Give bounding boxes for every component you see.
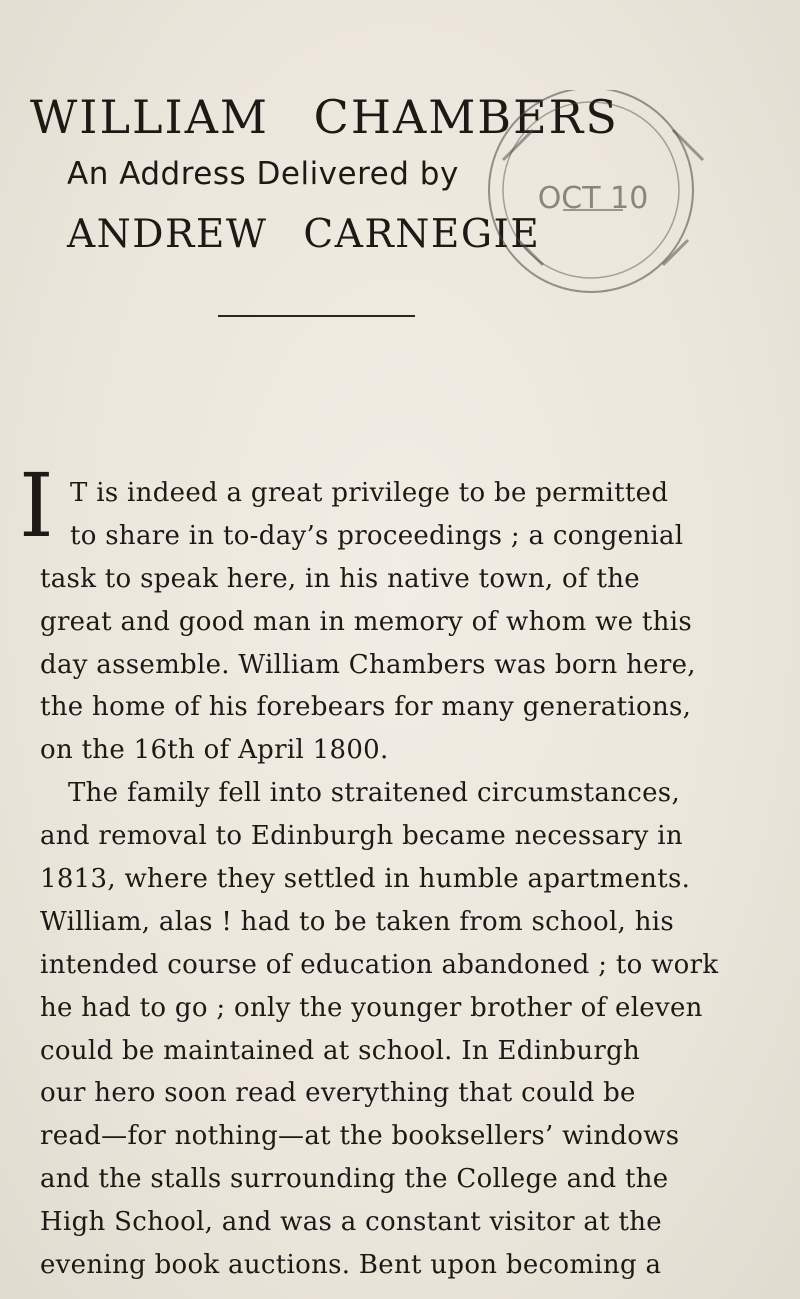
text-line: he had to go ; only the younger brother of eleven <box>40 993 703 1023</box>
text-line: The family fell into straitened circumstances, <box>68 778 681 808</box>
text-line: the home of his forebears for many generations, <box>40 692 692 722</box>
stamp-date: OCT 10 <box>537 181 649 216</box>
text-line: task to speak here, in his native town, of the <box>40 564 640 594</box>
text-line: High School, and was a constant visitor at the <box>40 1207 662 1237</box>
subtitle: An Address Delivered by <box>67 156 459 192</box>
text-line: and removal to Edinburgh became necessary in <box>40 821 683 851</box>
text-line: on the 16th of April 1800. <box>40 735 389 765</box>
drop-cap: I <box>19 454 54 557</box>
text-line: great and good man in memory of whom we this <box>40 607 692 637</box>
text-line: day assemble. William Chambers was born here, <box>40 650 696 680</box>
text-line: read—for nothing—at the booksellers’ windows <box>40 1121 680 1151</box>
text-line: could be maintained at school. In Edinburgh <box>40 1036 641 1066</box>
text-line: William, alas ! had to be taken from school, his <box>40 907 674 937</box>
text-line: T is indeed a great privilege to be permitted <box>70 478 669 508</box>
text-line: 1813, where they settled in humble apartments. <box>40 864 691 894</box>
speaker-first: ANDREW <box>67 212 268 257</box>
text-line: our hero soon read everything that could be <box>40 1078 636 1108</box>
title-name-first: WILLIAM <box>30 90 270 144</box>
title-name-last: CHAMBERS <box>313 90 619 144</box>
divider-rule <box>218 315 415 317</box>
library-stamp <box>393 90 793 310</box>
text-line: and the stalls surrounding the College and the <box>40 1164 669 1194</box>
speaker-last: CARNEGIE <box>303 212 541 257</box>
text-line: evening book auctions. Bent upon becoming a <box>40 1250 662 1280</box>
text-line: intended course of education abandoned ; to work <box>40 950 719 980</box>
text-line: to share in to-day’s proceedings ; a congenial <box>70 521 684 551</box>
